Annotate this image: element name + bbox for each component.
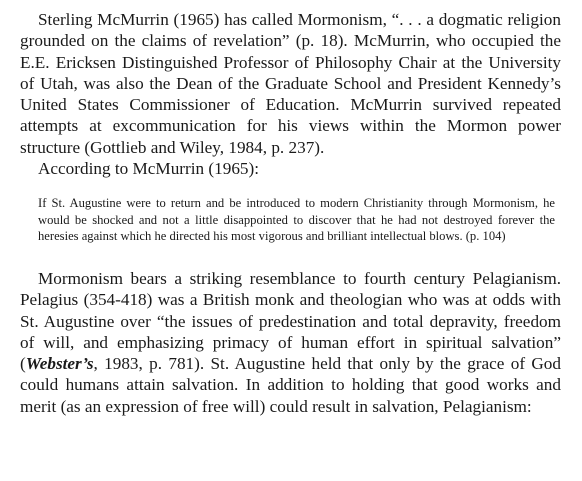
paragraph-pelagianism-text-a: Mormonism bears a striking resemblance to fourth century Pelagianism. Pelagius (354-418) was a British monk and theologian who was at odds with St. Augustine over “the issues of predestination and total depravity, freedom of will, and emphasizing primacy of human effort in spiritual salvation” ( (20, 268, 561, 374)
paragraph-pelagianism (20, 268, 561, 417)
document-page (20, 9, 561, 417)
paragraph-pelagianism-text-b: , 1983, p. 781). St. Augustine held that only by the grace of God could humans attain salvation. In addition to holding that good works and merit (as an expression of free will) could result in salvation, Pelagianism: (20, 354, 561, 416)
quote-intro-line: According to McMurrin (1965): (38, 159, 260, 179)
paragraph-mcmurrin-intro: Sterling McMurrin (1965) has called Mormonism, “. . . a dogmatic religion grounded on the claims of revelation” (p. 18). McMurrin, who occupied the E.E. Ericksen Distinguished Professor of Philosophy Chair at the University of Utah, was also the Dean of the Graduate School and President Kennedy’s United States Commissioner of Education. McMurrin survived repeated attempts at excommunication for his views within the Mormon power structure (Gottlieb and Wiley, 1984, p. 237). (20, 10, 561, 157)
block-quote: If St. Augustine were to return and be introduced to modern Christianity through Mormonism, he would be shocked and not a little disappointed to discover that he had not destroyed forever the heresies against which he directed his most vigorous and brilliant intellectual blows. (p. 104) (38, 196, 555, 243)
citation-title: Webster’s (25, 354, 94, 374)
